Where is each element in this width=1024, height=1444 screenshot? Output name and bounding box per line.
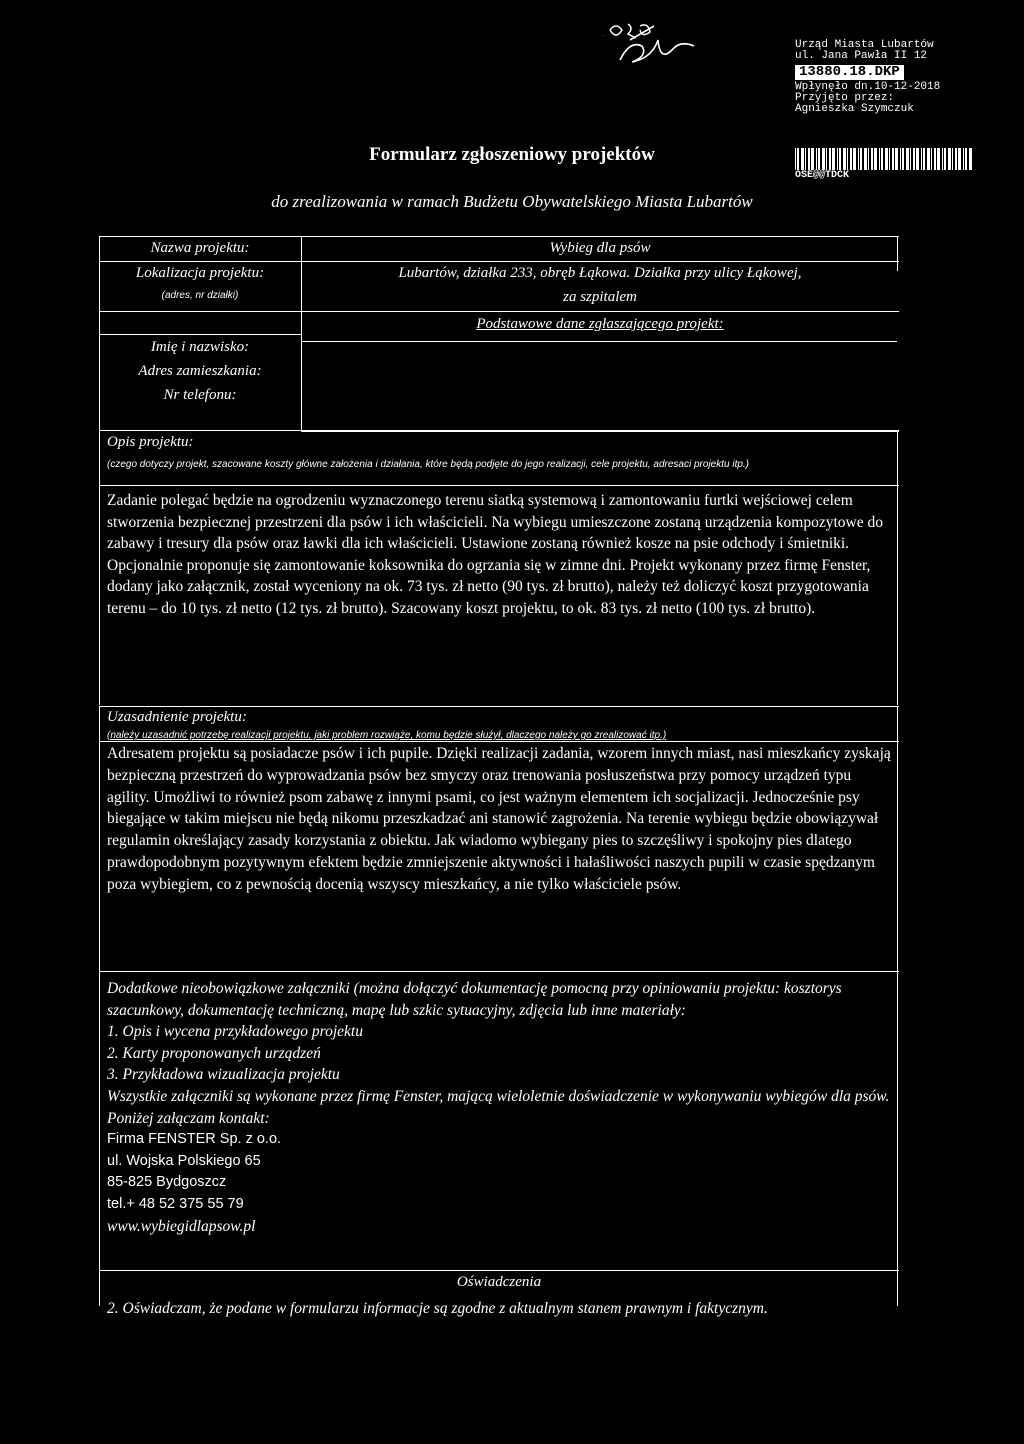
stamp-address: ul. Jana Pawła II 12 <box>795 50 928 62</box>
location-value-line2: za szpitalem <box>563 289 637 305</box>
attachment-item: 2. Karty proponowanych urządzeń <box>107 1044 321 1062</box>
project-name-label: Nazwa projektu: <box>150 240 250 256</box>
stamp-accepted-name: Agnieszka Szymczuk <box>795 103 914 115</box>
attachment-item: 1. Opis i wycena przykładowego projektu <box>107 1023 363 1041</box>
description-label: Opis projektu: <box>107 434 194 450</box>
form-title: Formularz zgłoszeniowy projektów <box>369 144 655 165</box>
applicant-address-label: Adres zamieszkania: <box>138 363 262 379</box>
declarations-divider <box>99 1270 899 1271</box>
contact-website-link[interactable]: www.wybiegidlapsow.pl <box>107 1217 256 1235</box>
declaration-item-2: 2. Oświadczam, że podane w formularzu informacje są zgodne z aktualnym stanem prawnym i faktycznym. <box>107 1300 768 1317</box>
svg-text:OR.G: OR.G <box>602 36 605 37</box>
applicant-name-label: Imię i nazwisko: <box>150 339 250 355</box>
location-label: Lokalizacja projektu: <box>135 265 265 281</box>
stamp-registry-number: 13880.18.DKP <box>795 65 904 80</box>
declarations-title: Oświadczenia <box>456 1274 542 1290</box>
contact-city: 85-825 Bydgoszcz <box>107 1174 227 1191</box>
attachment-item: 3. Przykładowa wizualizacja projektu <box>107 1066 340 1084</box>
applicant-section-title: Podstawowe dane zgłaszającego projekt: <box>476 316 724 332</box>
applicant-phone-label: Nr telefonu: <box>163 387 237 403</box>
stamp-received-date: Wpłynęło dn.10-12-2018 <box>795 81 941 93</box>
barcode-text: OSE@@TDCK <box>795 170 850 181</box>
justification-label: Uzasadnienie projektu: <box>107 709 247 725</box>
contact-company: Firma FENSTER Sp. z o.o. <box>107 1131 282 1148</box>
signature-mark <box>590 18 730 78</box>
location-value-line1: Lubartów, działka 233, obręb Łąkowa. Działka przy ulicy Łąkowej, <box>398 265 802 281</box>
form-subtitle: do zrealizowania w ramach Budżetu Obywatelskiego Miasta Lubartów <box>271 192 753 211</box>
description-body: Zadanie polegać będzie na ogrodzeniu wyznaczonego terenu siatką systemową i zamontowaniu furtki wejściowej celem stworzenia bezpiecznej przestrzeni dla psów i ich właścicieli. Na wybiegu umieszczone zostaną urządzenia kompozytowe do zabawy i tresury dla psów oraz ławki dla ich właścicieli. Ustawione zostaną również kosze na psie odchody i śmietniki. Opcjonalnie proponuje się zamontowanie koksownika do ogrzania się w zimne dni. Projekt wykonany przez firmę Fenster, dodany jako załącznik, został wyceniony na ok. 73 tys. zł netto (90 tys. zł brutto), należy też doliczyć koszt przygotowania terenu – do 10 tys. zł netto (12 tys. zł brutto). Szacowany koszt projektu, to ok. 83 tys. zł netto (100 tys. zł brutto). <box>107 492 883 617</box>
attachments-intro: Dodatkowe nieobowiązkowe załączniki (można dołączyć dokumentację pomocną przy opiniowaniu projektu: kosztorys szacunkowy, dokumentację techniczną, mapę lub szkic sytuacyjny, zdjęcia lub inne materiały: <box>107 980 842 1019</box>
description-hint: (czego dotyczy projekt, szacowane koszty główne założenia i działania, które będą podjęte do jego realizacji, cele projektu, adresaci projektu itp.) <box>107 459 750 470</box>
contact-street: ul. Wojska Polskiego 65 <box>107 1152 261 1169</box>
project-name-value: Wybieg dla psów <box>549 240 651 256</box>
registry-stamp <box>795 40 985 115</box>
location-hint: (adres, nr działki) <box>161 290 239 301</box>
attachments-section <box>107 978 897 1237</box>
stamp-accepted-by: Przyjęto przez: <box>795 92 895 104</box>
justification-hint: (należy uzasadnić potrzebę realizacji projektu, jaki problem rozwiąże, komu będzie służył, dlaczego należy go zrealizować itp.) <box>107 730 667 741</box>
justification-body: Adresatem projektu są posiadacze psów i ich pupile. Dzięki realizacji zadania, wzorem innych miast, nasi mieszkańcy zyskają bezpieczną przestrzeń do wyprowadzania psów bez smyczy oraz trenowania posłuszeństwa przy pomocy urządzeń typu agility. Umożliwi to również psom zabawę z innymi psami, co jest ważnym elementem ich socjalizacji. Jednocześnie psy biegające w takim miejscu nie będą nikomu przeszkadzać ani stanowić zagrożenia. Na terenie wybiegu będzie obowiązywał regulamin określający zasady korzystania z obiektu. Jak wiadomo wybiegany pies to szczęśliwy i spokojny pies dlatego prawdopodobnym pozytywnym efektem będzie zmniejszenie aktywności i hałaśliwości naszych pupili w czasie spędzanym poza wybiegiem, co z pewnością docenią wszyscy mieszkańcy, a nie tylko właściciele psów. <box>107 745 891 893</box>
contact-phone: tel.+ 48 52 375 55 79 <box>107 1195 244 1212</box>
attachments-note: Wszystkie załączniki są wykonane przez firmę Fenster, mającą wieloletnie doświadczenie w wykonywaniu wybiegów dla psów. Poniżej załączam kontakt: <box>107 1087 890 1127</box>
stamp-office: Urząd Miasta Lubartów <box>795 39 934 51</box>
